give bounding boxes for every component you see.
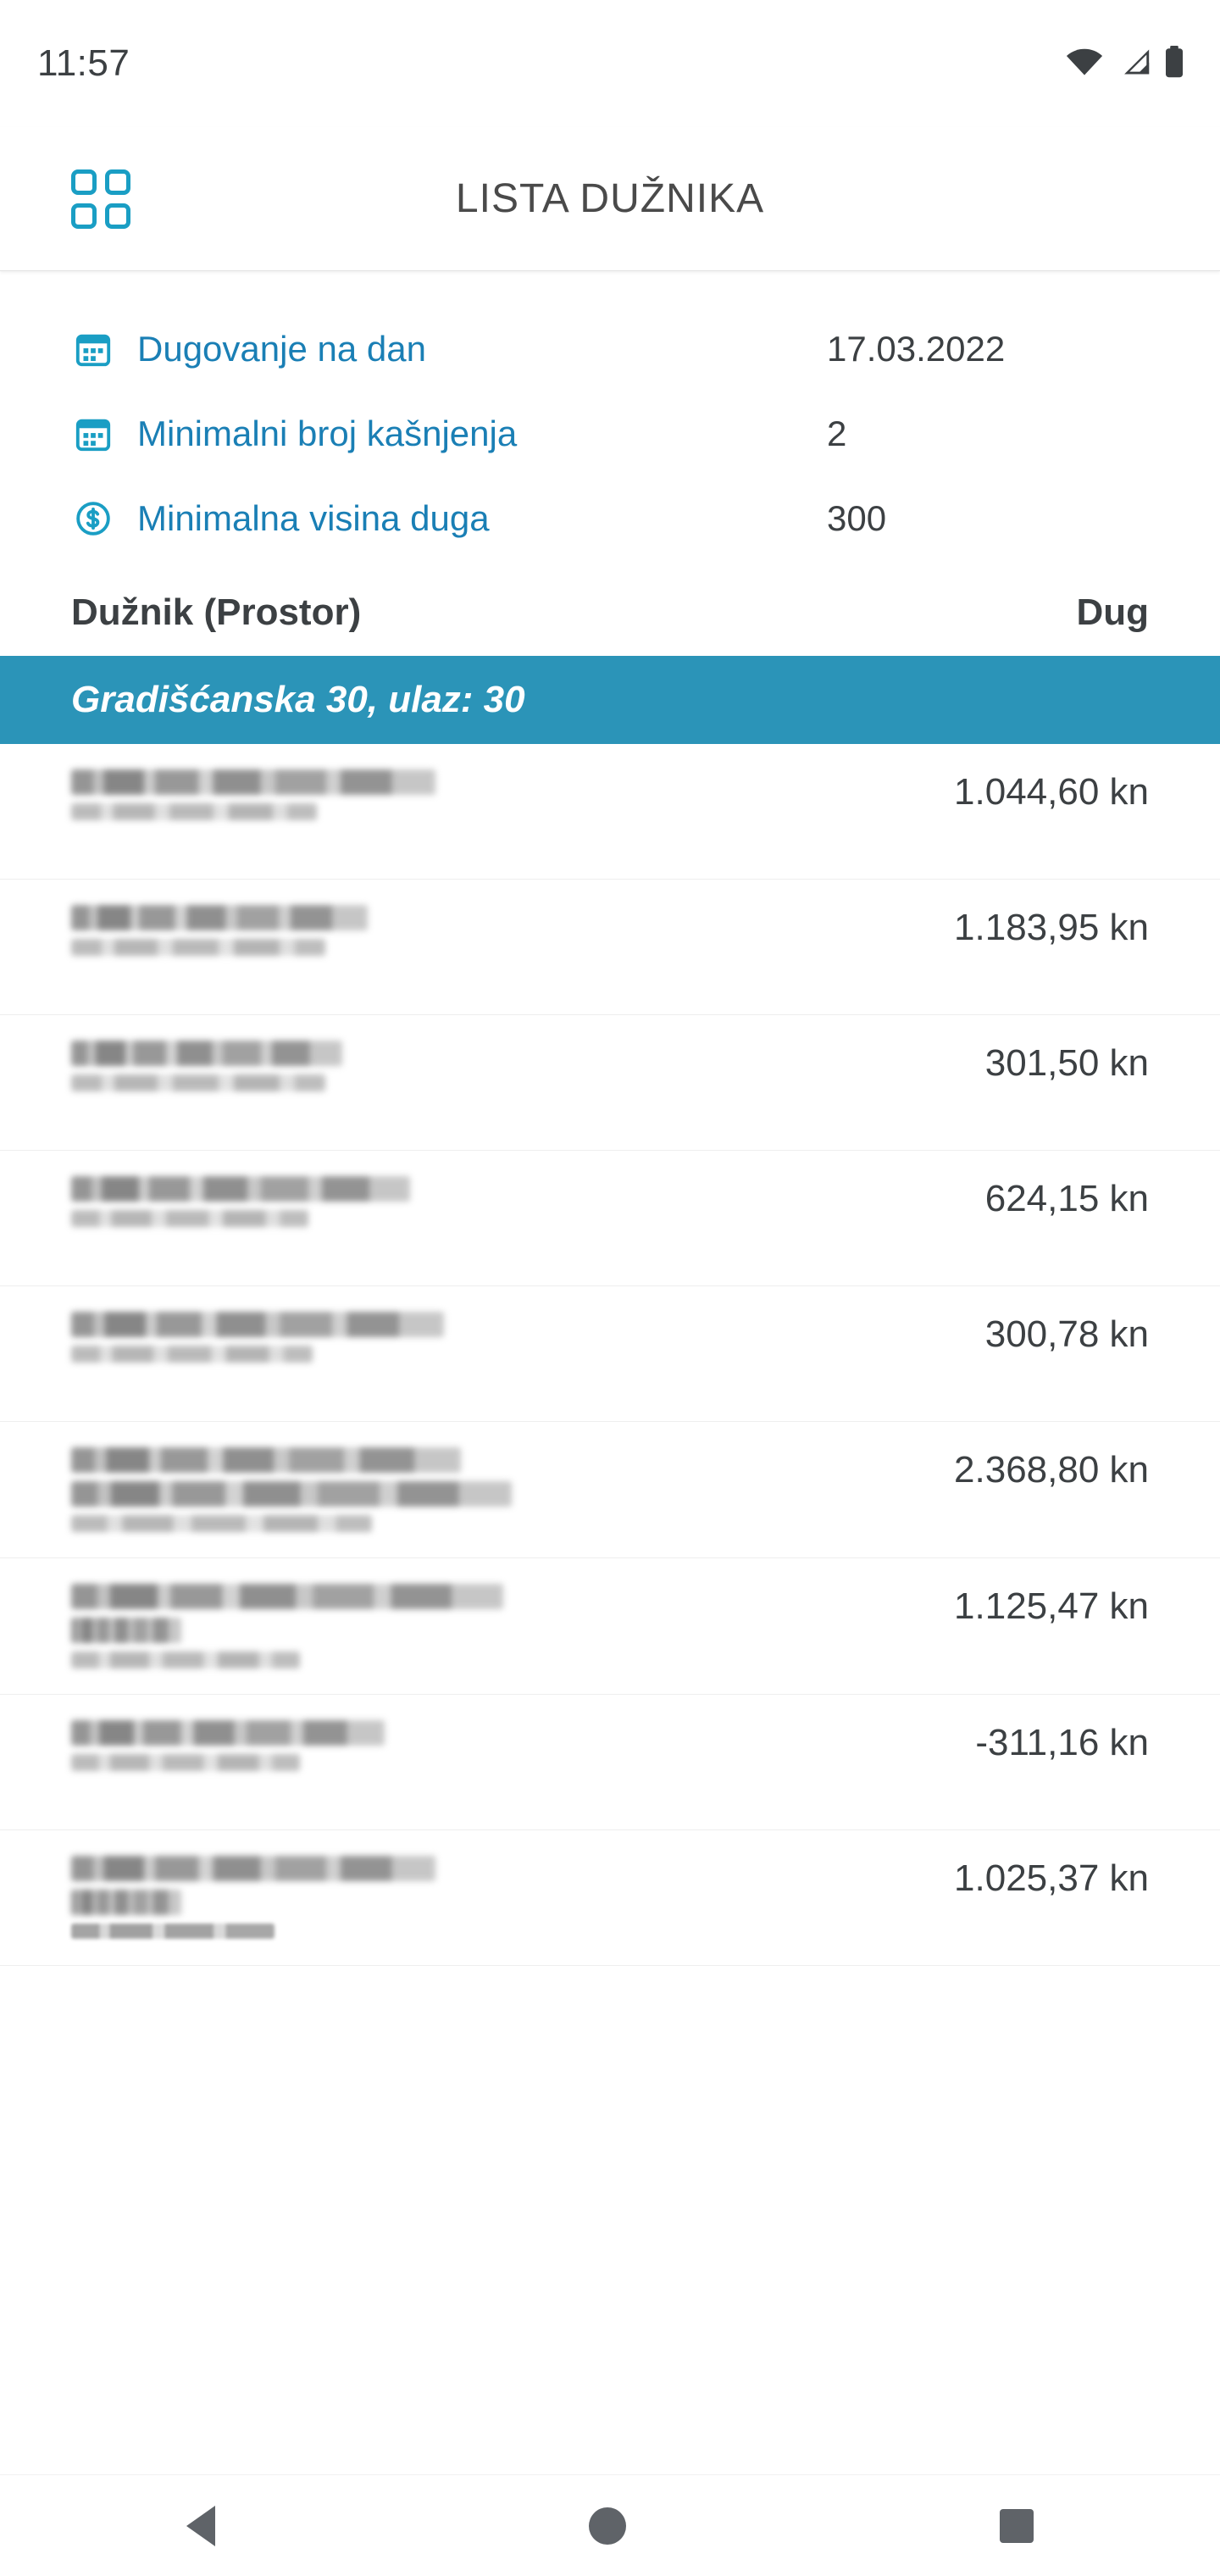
debtor-info <box>71 902 954 964</box>
debtor-unit-redacted <box>71 939 325 956</box>
filter-label-min-debt: Minimalna visina duga <box>137 498 490 538</box>
back-icon[interactable] <box>186 2506 215 2546</box>
filter-summary <box>0 271 1220 573</box>
debtor-name-redacted <box>71 1720 385 1746</box>
filter-row-min-delays[interactable] <box>0 391 1220 476</box>
debtor-unit-redacted <box>71 803 317 820</box>
debt-amount: 1.183,95 kn <box>954 907 1149 948</box>
home-icon[interactable] <box>589 2507 626 2545</box>
debtor-info <box>71 766 954 829</box>
table-header <box>0 573 1220 656</box>
table-row[interactable] <box>0 1558 1220 1695</box>
table-row[interactable] <box>0 880 1220 1015</box>
table-row[interactable] <box>0 1695 1220 1830</box>
grid-cell-2 <box>105 169 130 195</box>
debtor-info <box>71 1173 985 1235</box>
cell-signal-icon <box>1117 47 1151 80</box>
grid-cell-4 <box>105 203 130 229</box>
debtor-name-line2-redacted <box>71 1481 512 1507</box>
debt-amount: 2.368,80 kn <box>954 1449 1149 1491</box>
debtor-name-line2-redacted <box>71 1618 181 1643</box>
debt-amount: 301,50 kn <box>984 1042 1149 1084</box>
page-title: LISTA DUŽNIKA <box>455 176 765 221</box>
debtor-unit-redacted <box>71 1652 300 1668</box>
filter-label-date: Dugovanje na dan <box>137 329 426 369</box>
filter-value-min-delays[interactable]: 2 <box>827 414 847 453</box>
debt-amount: 1.025,37 kn <box>954 1857 1149 1899</box>
calendar-icon <box>71 414 115 453</box>
column-header-debt: Dug <box>1076 591 1149 633</box>
debtor-name-redacted <box>71 1176 410 1202</box>
debtor-name-redacted <box>71 1312 444 1337</box>
app-bar <box>0 127 1220 271</box>
table-row[interactable] <box>0 1151 1220 1286</box>
grid-cell-1 <box>71 169 97 195</box>
system-nav-bar <box>0 2474 1220 2576</box>
debt-amount: 624,15 kn <box>984 1178 1149 1219</box>
debtor-name-redacted <box>71 1856 435 1881</box>
debt-amount: -311,16 kn <box>975 1722 1149 1763</box>
debtor-list[interactable] <box>0 744 1220 2474</box>
group-header-address[interactable] <box>0 656 1220 744</box>
debtor-info <box>71 1308 985 1371</box>
column-header-debtor: Dužnik (Prostor) <box>71 591 362 633</box>
debt-amount: 1.044,60 kn <box>954 771 1149 813</box>
grid-cell-3 <box>71 203 97 229</box>
status-bar <box>0 0 1220 127</box>
battery-icon <box>1164 46 1184 82</box>
debtor-name-line2-redacted <box>71 1890 181 1915</box>
debtor-name-redacted <box>71 1447 461 1473</box>
grid-menu-icon[interactable] <box>71 169 130 229</box>
debtor-name-redacted <box>71 1584 503 1609</box>
filter-row-date[interactable] <box>0 307 1220 391</box>
debtor-name-redacted <box>71 769 435 795</box>
wifi-icon <box>1066 47 1103 80</box>
table-row[interactable] <box>0 1422 1220 1558</box>
debt-amount: 300,78 kn <box>984 1313 1149 1355</box>
debtor-unit-redacted <box>71 1924 274 1939</box>
debt-amount: 1.125,47 kn <box>954 1585 1149 1627</box>
table-row[interactable] <box>0 1286 1220 1422</box>
filter-value-date[interactable]: 17.03.2022 <box>827 329 1006 369</box>
debtor-unit-redacted <box>71 1346 313 1363</box>
group-header-label: Gradišćanska 30, ulaz: 30 <box>71 679 525 720</box>
calendar-icon <box>71 330 115 369</box>
table-row[interactable] <box>0 744 1220 880</box>
debtor-info <box>71 1580 954 1677</box>
table-row[interactable] <box>0 1015 1220 1151</box>
status-time: 11:57 <box>37 42 130 84</box>
recents-icon[interactable] <box>1000 2509 1034 2543</box>
debtor-info <box>71 1717 975 1779</box>
dollar-circle-icon <box>71 499 115 538</box>
filter-row-min-debt[interactable] <box>0 476 1220 561</box>
filter-value-min-debt[interactable]: 300 <box>827 498 887 538</box>
debtor-unit-redacted <box>71 1754 300 1771</box>
filter-label-min-delays: Minimalni broj kašnjenja <box>137 414 518 453</box>
debtor-unit-redacted <box>71 1515 372 1532</box>
debtor-info <box>71 1444 954 1541</box>
debtor-info <box>71 1037 985 1100</box>
debtor-unit-redacted <box>71 1210 308 1227</box>
debtor-name-redacted <box>71 905 368 930</box>
debtor-unit-redacted <box>71 1074 325 1091</box>
debtor-info <box>71 1852 954 1947</box>
debtor-name-redacted <box>71 1041 342 1066</box>
table-row[interactable] <box>0 1830 1220 1966</box>
status-icons <box>1066 46 1184 82</box>
